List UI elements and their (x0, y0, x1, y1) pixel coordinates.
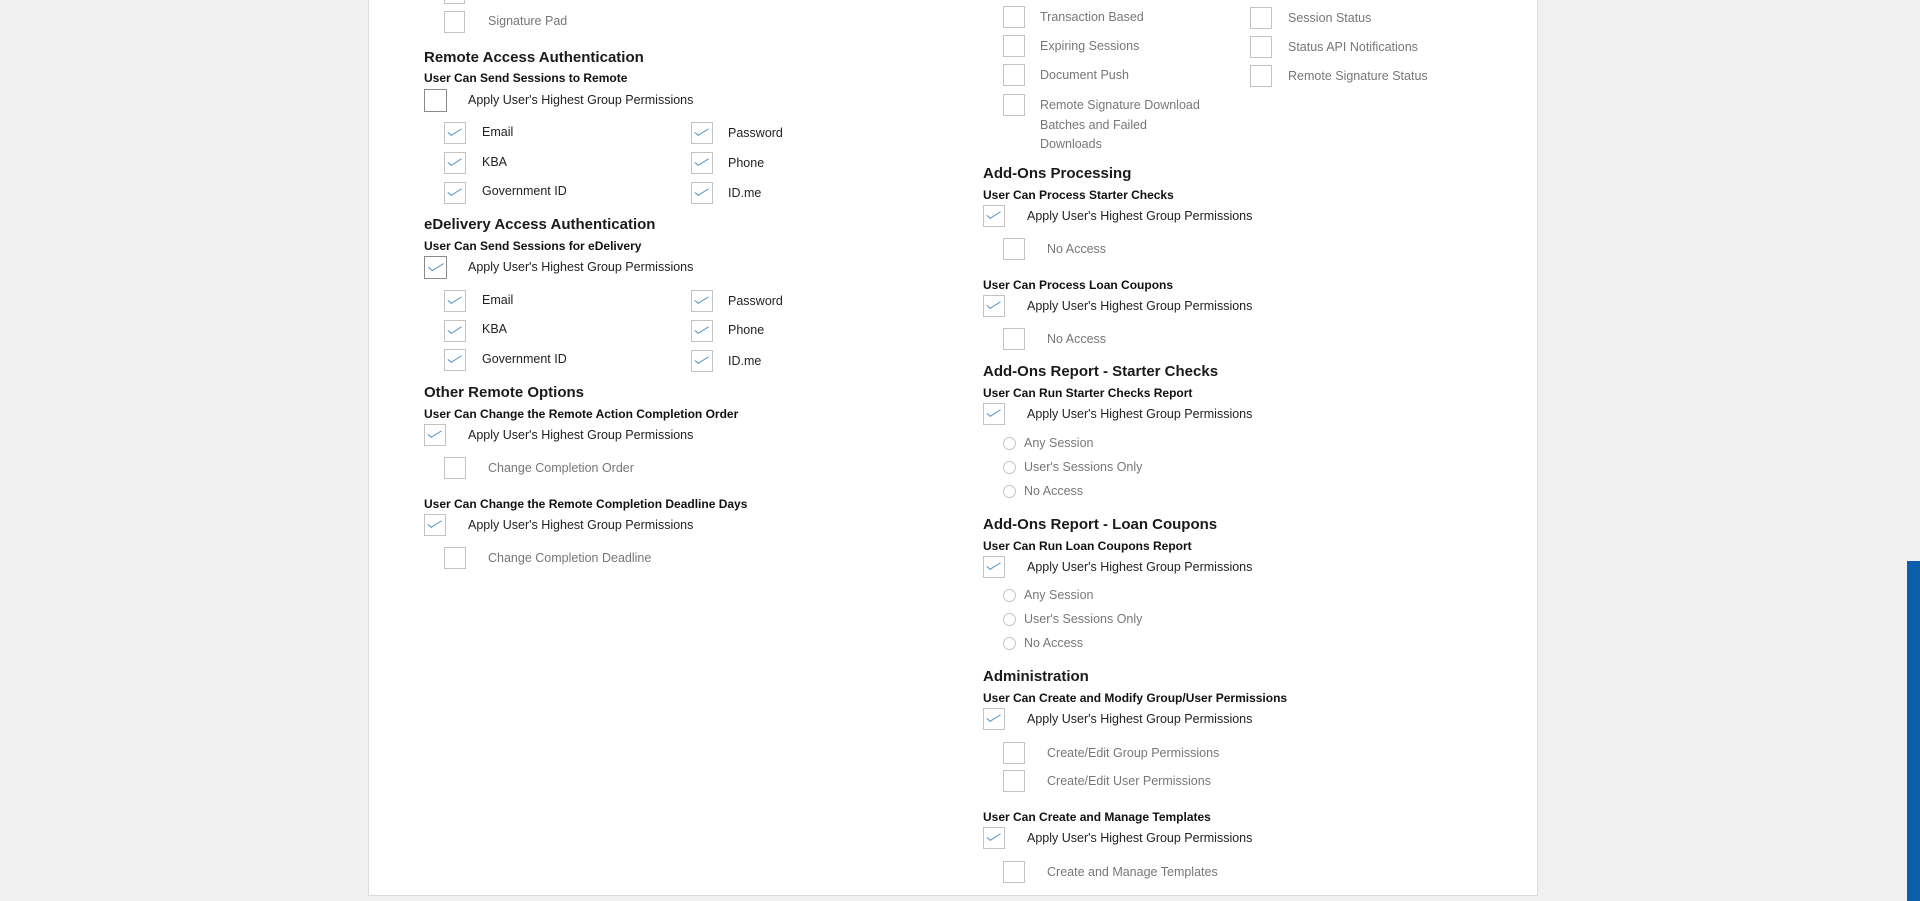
admin-permissions-subheading: User Can Create and Modify Group/User Permissions (983, 691, 1288, 705)
change-completion-deadline-checkbox[interactable] (444, 547, 466, 569)
edelivery-government-id-label: Government ID (482, 352, 567, 366)
remote-signature-download-label-line2: Batches and Failed (1040, 118, 1148, 132)
create-manage-templates-checkbox[interactable] (1003, 861, 1025, 883)
remote-phone-label: Phone (728, 156, 765, 170)
document-push-checkbox[interactable] (1003, 64, 1025, 86)
loan-coupons-apply-checkbox[interactable] (983, 295, 1005, 317)
signature-pad-label: Signature Pad (488, 14, 568, 28)
report-loan-users-sessions-label: User's Sessions Only (1024, 612, 1143, 626)
report-starter-any-session-label: Any Session (1024, 436, 1094, 450)
session-status-label: Session Status (1288, 11, 1372, 25)
remote-access-subheading: User Can Send Sessions to Remote (424, 71, 628, 85)
deadline-days-subheading: User Can Change the Remote Completion Deadline Days (424, 497, 748, 511)
admin-templates-apply-checkbox[interactable] (983, 827, 1005, 849)
other-remote-heading: Other Remote Options (424, 384, 585, 401)
report-loan-no-access-radio[interactable] (1003, 637, 1016, 650)
addons-processing-heading: Add-Ons Processing (983, 165, 1132, 182)
remote-signature-download-label-line1: Remote Signature Download (1040, 98, 1200, 112)
remote-access-apply-checkbox[interactable] (424, 89, 447, 112)
report-loan-any-session-radio[interactable] (1003, 589, 1016, 602)
edelivery-idme-label: ID.me (728, 354, 762, 368)
starter-checks-apply-label: Apply User's Highest Group Permissions (1027, 209, 1253, 223)
scrollbar-thumb[interactable] (1907, 561, 1920, 901)
remote-password-checkbox[interactable] (691, 122, 713, 144)
edelivery-phone-checkbox[interactable] (691, 320, 713, 342)
loan-coupons-no-access-label: No Access (1047, 332, 1107, 346)
remote-kba-checkbox[interactable] (444, 152, 466, 174)
starter-checks-subheading: User Can Process Starter Checks (983, 188, 1174, 202)
report-loan-no-access-label: No Access (1024, 636, 1084, 650)
edelivery-apply-label: Apply User's Highest Group Permissions (468, 260, 694, 274)
edelivery-kba-label: KBA (482, 322, 508, 336)
report-starter-no-access-radio[interactable] (1003, 485, 1016, 498)
remote-access-apply-label: Apply User's Highest Group Permissions (468, 93, 694, 107)
edelivery-access-heading: eDelivery Access Authentication (424, 216, 656, 233)
partial-checkbox-top[interactable] (444, 0, 465, 4)
starter-checks-apply-checkbox[interactable] (983, 205, 1005, 227)
report-starter-subheading: User Can Run Starter Checks Report (983, 386, 1193, 400)
report-loan-apply-checkbox[interactable] (983, 556, 1005, 578)
loan-coupons-subheading: User Can Process Loan Coupons (983, 278, 1174, 292)
loan-coupons-no-access-checkbox[interactable] (1003, 328, 1025, 350)
completion-order-subheading: User Can Change the Remote Action Completion Order (424, 407, 739, 421)
report-starter-any-session-radio[interactable] (1003, 437, 1016, 450)
remote-password-label: Password (728, 126, 783, 140)
administration-heading: Administration (983, 668, 1089, 685)
edelivery-email-checkbox[interactable] (444, 290, 466, 312)
report-starter-apply-checkbox[interactable] (983, 403, 1005, 425)
document-push-label: Document Push (1040, 68, 1129, 82)
expiring-sessions-label: Expiring Sessions (1040, 39, 1140, 53)
status-api-notifications-label: Status API Notifications (1288, 40, 1418, 54)
signature-pad-checkbox[interactable] (444, 11, 465, 33)
starter-checks-no-access-checkbox[interactable] (1003, 238, 1025, 260)
report-loan-users-sessions-radio[interactable] (1003, 613, 1016, 626)
report-loan-any-session-label: Any Session (1024, 588, 1094, 602)
status-api-notifications-checkbox[interactable] (1250, 36, 1272, 58)
remote-signature-download-label-line3: Downloads (1040, 137, 1102, 151)
expiring-sessions-checkbox[interactable] (1003, 35, 1025, 57)
report-loan-apply-label: Apply User's Highest Group Permissions (1027, 560, 1253, 574)
remote-signature-status-checkbox[interactable] (1250, 65, 1272, 87)
edelivery-apply-checkbox[interactable] (424, 256, 447, 279)
session-status-checkbox[interactable] (1250, 7, 1272, 29)
create-manage-templates-label: Create and Manage Templates (1047, 865, 1218, 879)
transaction-based-checkbox[interactable] (1003, 6, 1025, 28)
deadline-days-apply-checkbox[interactable] (424, 514, 446, 536)
permissions-panel (368, 0, 1538, 896)
remote-access-heading: Remote Access Authentication (424, 49, 644, 66)
change-completion-order-label: Change Completion Order (488, 461, 634, 475)
report-loan-subheading: User Can Run Loan Coupons Report (983, 539, 1192, 553)
remote-idme-checkbox[interactable] (691, 182, 713, 204)
completion-order-apply-label: Apply User's Highest Group Permissions (468, 428, 694, 442)
edelivery-idme-checkbox[interactable] (691, 350, 713, 372)
admin-permissions-apply-label: Apply User's Highest Group Permissions (1027, 712, 1253, 726)
completion-order-apply-checkbox[interactable] (424, 424, 446, 446)
report-starter-heading: Add-Ons Report - Starter Checks (983, 363, 1219, 380)
admin-templates-subheading: User Can Create and Manage Templates (983, 810, 1211, 824)
remote-government-id-label: Government ID (482, 184, 567, 198)
edelivery-government-id-checkbox[interactable] (444, 349, 466, 371)
loan-coupons-apply-label: Apply User's Highest Group Permissions (1027, 299, 1253, 313)
remote-signature-download-checkbox[interactable] (1003, 94, 1025, 116)
report-starter-apply-label: Apply User's Highest Group Permissions (1027, 407, 1253, 421)
starter-checks-no-access-label: No Access (1047, 242, 1107, 256)
remote-kba-label: KBA (482, 155, 508, 169)
create-edit-group-permissions-label: Create/Edit Group Permissions (1047, 746, 1220, 760)
report-starter-no-access-label: No Access (1024, 484, 1084, 498)
report-starter-users-sessions-radio[interactable] (1003, 461, 1016, 474)
remote-government-id-checkbox[interactable] (444, 182, 466, 204)
remote-email-checkbox[interactable] (444, 122, 466, 144)
transaction-based-label: Transaction Based (1040, 10, 1144, 24)
remote-signature-status-label: Remote Signature Status (1288, 69, 1428, 83)
report-starter-users-sessions-label: User's Sessions Only (1024, 460, 1143, 474)
edelivery-password-checkbox[interactable] (691, 290, 713, 312)
admin-permissions-apply-checkbox[interactable] (983, 708, 1005, 730)
create-edit-user-permissions-checkbox[interactable] (1003, 770, 1025, 792)
remote-phone-checkbox[interactable] (691, 152, 713, 174)
deadline-days-apply-label: Apply User's Highest Group Permissions (468, 518, 694, 532)
report-loan-heading: Add-Ons Report - Loan Coupons (983, 516, 1218, 533)
change-completion-order-checkbox[interactable] (444, 457, 466, 479)
edelivery-password-label: Password (728, 294, 783, 308)
create-edit-user-permissions-label: Create/Edit User Permissions (1047, 774, 1211, 788)
edelivery-email-label: Email (482, 293, 514, 307)
admin-templates-apply-label: Apply User's Highest Group Permissions (1027, 831, 1253, 845)
edelivery-kba-checkbox[interactable] (444, 320, 466, 342)
change-completion-deadline-label: Change Completion Deadline (488, 551, 652, 565)
create-edit-group-permissions-checkbox[interactable] (1003, 742, 1025, 764)
edelivery-access-subheading: User Can Send Sessions for eDelivery (424, 239, 642, 253)
remote-email-label: Email (482, 125, 514, 139)
edelivery-phone-label: Phone (728, 323, 765, 337)
remote-idme-label: ID.me (728, 186, 762, 200)
